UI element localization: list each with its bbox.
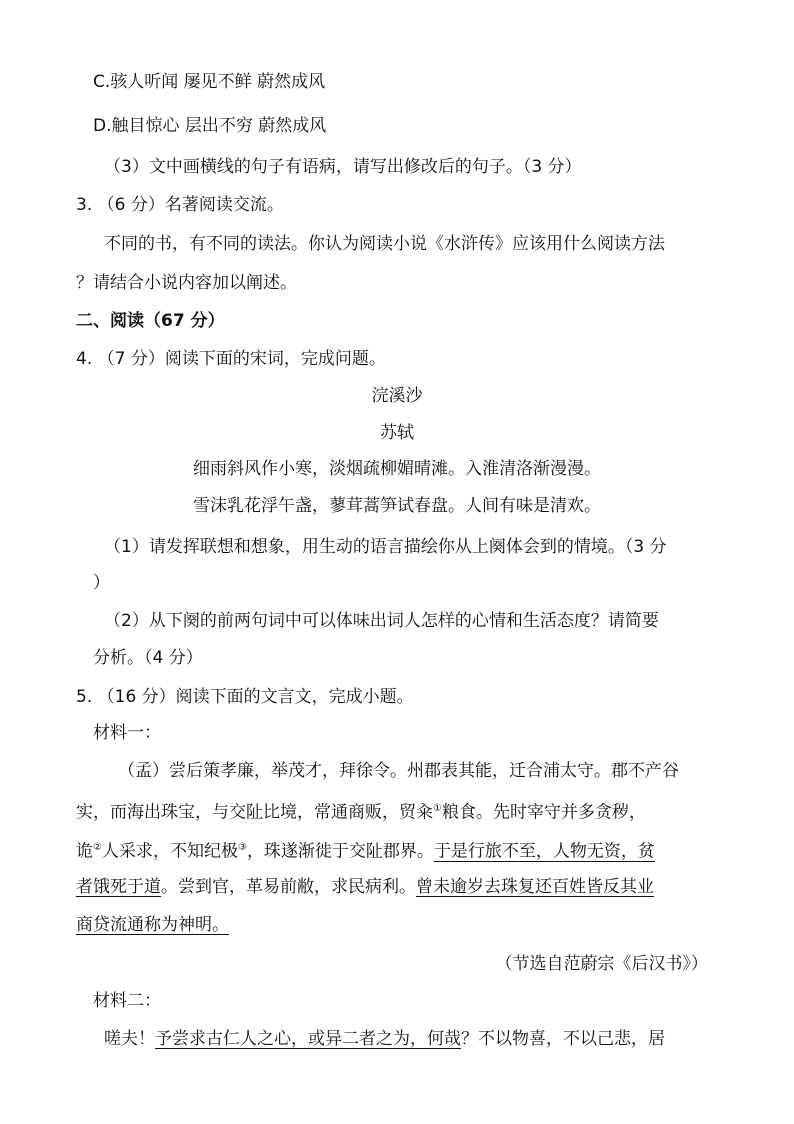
question-3-body-line1: 不同的书，有不同的读法。你认为阅读小说《水浒传》应该用什么阅读方法 bbox=[104, 234, 665, 254]
poem-author: 苏轼 bbox=[380, 423, 414, 443]
poem-title: 浣溪沙 bbox=[371, 386, 423, 406]
question-5-heading: 5. （16 分）阅读下面的文言文，完成小题。 bbox=[76, 687, 414, 707]
question-3-body-line2: ？请结合小说内容加以阐述。 bbox=[76, 273, 297, 293]
underlined-sentence-1b: 者饿死于道 bbox=[76, 877, 161, 897]
question-3-heading: 3. （6 分）名著阅读交流。 bbox=[76, 195, 284, 215]
footnote-marker-3: ③ bbox=[237, 842, 247, 853]
poem-line-1: 细雨斜风作小寒，淡烟疏柳媚晴滩。入淮清洛渐漫漫。 bbox=[193, 459, 601, 479]
underlined-sentence-3: 予尝求古仁人之心，或异二者之为，何哉 bbox=[155, 1029, 461, 1049]
passage-1-line3: 诡②人采求，不知纪极③，珠遂渐徙于交阯郡界。于是行旅不至，人物无资，贫 bbox=[76, 841, 655, 862]
underlined-sentence-1a: 于是行旅不至，人物无资，贫 bbox=[433, 841, 655, 862]
question-4-1-line1: （1）请发挥联想和想象，用生动的语言描绘你从上阕体会到的情境。（3 分 bbox=[104, 537, 667, 557]
question-4-2-line1: （2）从下阕的前两句词中可以体味出词人怎样的心情和生活态度？请简要 bbox=[104, 611, 659, 631]
poem-line-2: 雪沫乳花浮午盏，蓼茸蒿笋试春盘。人间有味是清欢。 bbox=[193, 496, 601, 516]
section-2-heading: 二、阅读（67 分） bbox=[76, 311, 225, 331]
passage-1-source: （节选自范蔚宗《后汉书》） bbox=[495, 954, 708, 974]
question-4-1-line2: ） bbox=[93, 573, 110, 593]
underlined-sentence-2a: 曾未逾岁去珠复还百姓皆反其业 bbox=[416, 877, 654, 897]
question-4-2-line2: 分析。（4 分） bbox=[93, 648, 203, 668]
question-2-3: （3）文中画横线的句子有语病，请写出修改后的句子。（3 分） bbox=[104, 157, 582, 177]
option-d: D.触目惊心 层出不穷 蔚然成风 bbox=[93, 116, 327, 136]
passage-1-line4: 者饿死于道。尝到官，革易前敝，求民病利。曾未逾岁去珠复还百姓皆反其业 bbox=[76, 877, 654, 897]
question-4-heading: 4. （7 分）阅读下面的宋词，完成问题。 bbox=[76, 349, 386, 369]
underlined-sentence-2b: 商贷流通称为神明。 bbox=[76, 915, 229, 935]
passage-1-line2: 实，而海出珠宝，与交阯比境，常通商贩，贸籴①粮食。先时宰守并多贪秽， bbox=[76, 802, 646, 823]
option-c: C.骇人听闻 屡见不鲜 蔚然成风 bbox=[93, 72, 326, 92]
material-2-label: 材料二： bbox=[93, 991, 161, 1011]
footnote-marker-1: ① bbox=[433, 803, 442, 814]
passage-2-line1: 嗟夫！予尝求古仁人之心，或异二者之为，何哉？不以物喜，不以己悲，居 bbox=[104, 1029, 665, 1049]
passage-1-line1: （孟）尝后策孝廉，举茂才，拜徐令。州郡表其能，迁合浦太守。郡不产谷 bbox=[118, 761, 679, 781]
footnote-marker-2: ② bbox=[93, 842, 102, 853]
material-1-label: 材料一： bbox=[93, 723, 161, 743]
